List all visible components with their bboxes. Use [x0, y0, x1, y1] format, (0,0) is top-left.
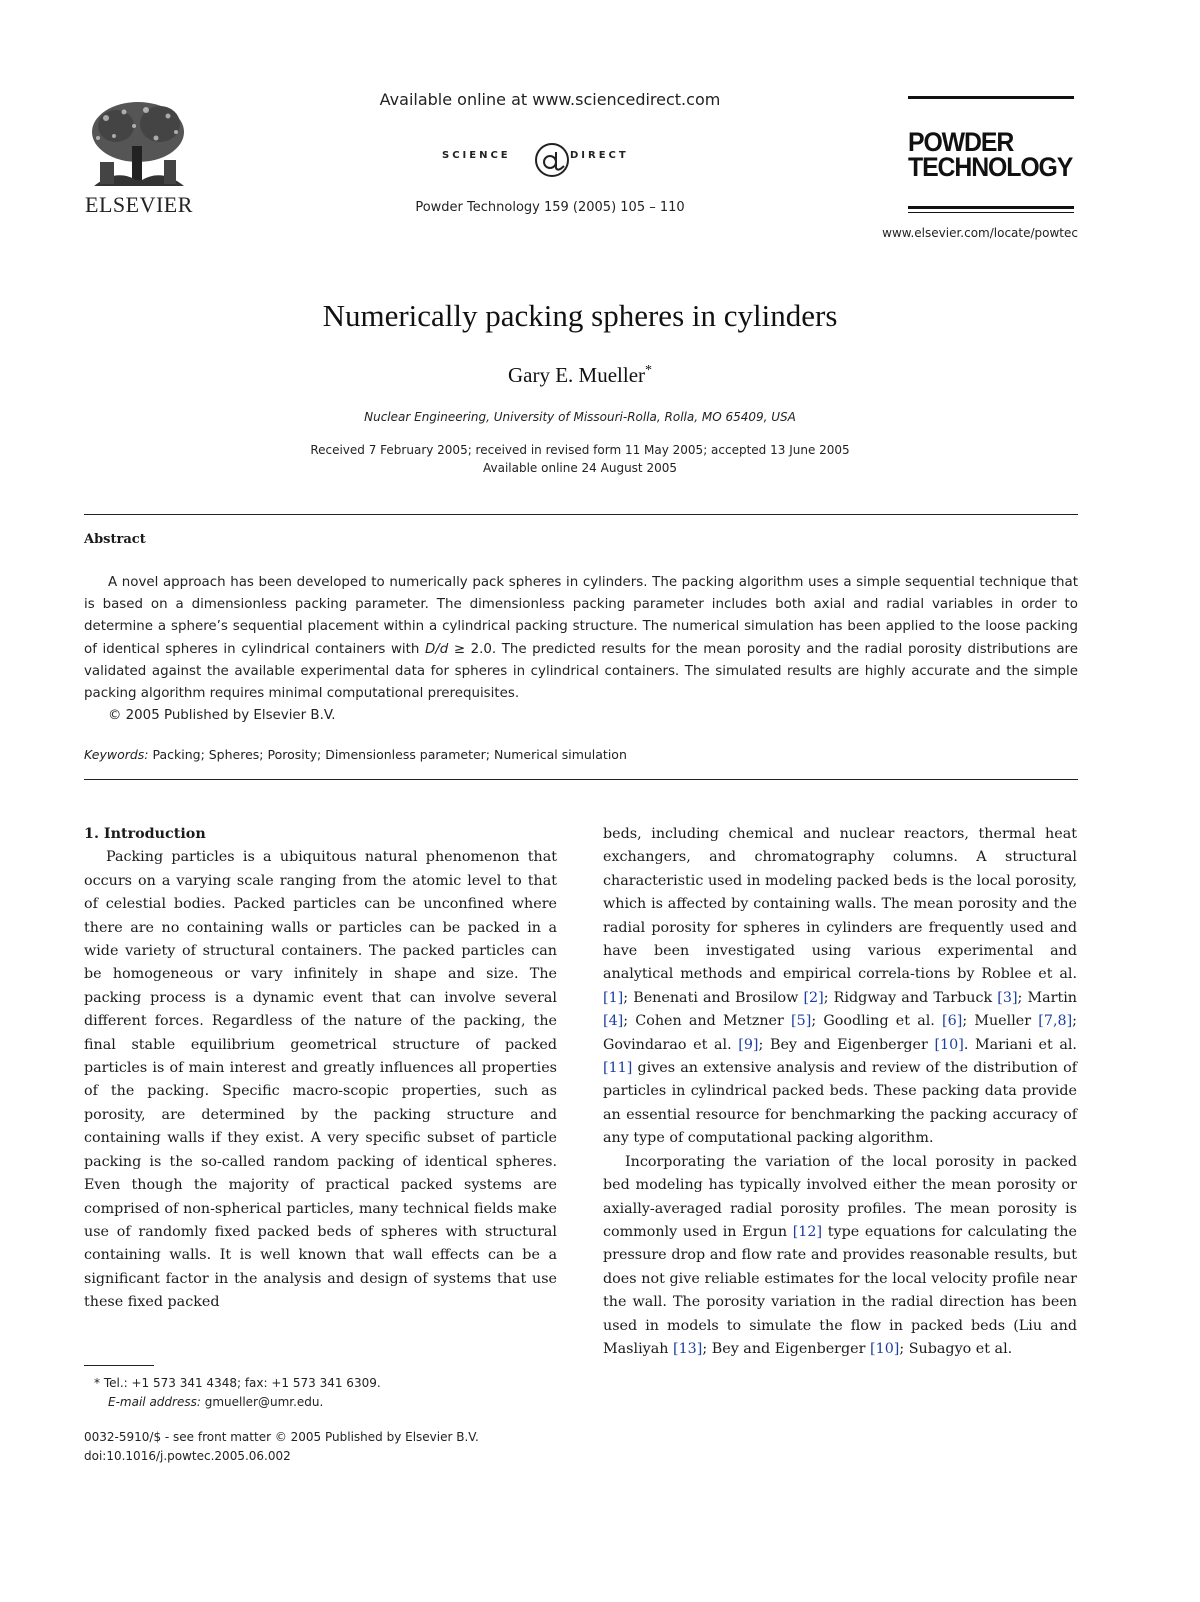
journal-citation: Powder Technology 159 (2005) 105 – 110 — [415, 200, 685, 215]
text-run: beds, including chemical and nuclear reactors, thermal heat exchangers, and chromatography columns. A structural characteristic used in modeling packed beds is the local porosity, which is affected by containing walls. The mean porosity and the radial porosity for spheres in cylinders are frequently used and have been investigated using various experimental and analytical methods and empirical correla-tions by Roblee et al. — [603, 826, 1077, 983]
at-sign-icon — [532, 138, 572, 182]
journal-name — [908, 127, 1073, 182]
text-run: ; Bey and Eigenberger — [702, 1340, 871, 1357]
footnote-email — [84, 1393, 564, 1412]
available-online-link[interactable]: Available online at www.sciencedirect.com — [379, 90, 721, 109]
journal-bottom-rule — [908, 206, 1074, 209]
sd-science-text: SCIENCE — [442, 150, 511, 161]
publisher-name: ELSEVIER — [85, 192, 193, 217]
text-run: ; Bey and Eigenberger — [758, 1036, 935, 1053]
citation-link[interactable]: [11] — [603, 1060, 633, 1077]
author-name: Gary E. Mueller — [507, 363, 646, 387]
citation-link[interactable]: [9] — [738, 1036, 759, 1053]
keywords — [84, 747, 1078, 762]
abstract-text-part2: ≥ 2.0. The predicted results for the mean porosity and the radial porosity distributions are validated against the available experimental data for spheres in cylindrical containers. The simulated results are highly accurate and the simple packing algorithm requires minimal computational prerequisites. — [84, 641, 1078, 702]
sd-direct-text: DIRECT — [570, 150, 629, 161]
issn-line: 0032-5910/$ - see front matter © 2005 Published by Elsevier B.V. — [84, 1430, 479, 1444]
left-column — [84, 823, 557, 1315]
footnote-contact — [84, 1374, 564, 1393]
journal-url-link[interactable]: www.elsevier.com/locate/powtec — [882, 226, 1078, 240]
affiliation: Nuclear Engineering, University of Missouri-Rolla, Rolla, MO 65409, USA — [364, 410, 796, 424]
text-run: . Mariani et al. — [963, 1036, 1077, 1053]
journal-top-rule — [908, 96, 1074, 99]
email-address[interactable]: gmueller@umr.edu. — [200, 1395, 324, 1409]
text-run: ; Martin — [1017, 989, 1078, 1006]
author-line — [0, 363, 1160, 388]
journal-name-line2: TECHNOLOGY — [908, 152, 1073, 182]
text-run: ; Mueller — [962, 1013, 1039, 1030]
right-column — [603, 823, 1077, 1361]
abstract-top-rule — [84, 514, 1078, 515]
text-run: ; Govindarao et al. — [603, 1013, 1077, 1053]
footnote-mark: * — [94, 1376, 100, 1390]
received-dates: Received 7 February 2005; received in revised form 11 May 2005; accepted 13 June 2005 — [310, 443, 850, 457]
doi-line[interactable]: doi:10.1016/j.powtec.2005.06.002 — [84, 1449, 291, 1463]
footnote-contact-text: Tel.: +1 573 341 4348; fax: +1 573 341 6309. — [100, 1376, 381, 1390]
abstract-text — [84, 572, 1078, 705]
keywords-label: Keywords: — [84, 747, 149, 762]
text-run: ; Goodling et al. — [811, 1013, 943, 1030]
citation-link[interactable]: [12] — [792, 1223, 823, 1240]
text-run: Incorporating the variation of the local porosity in packed bed modeling has typically involved either the mean porosity or axially-averaged radial porosity profiles. The mean porosity is commonly used in Ergun — [603, 1153, 1077, 1240]
front-matter — [84, 1428, 584, 1466]
journal-name-line1: POWDER — [908, 127, 1014, 157]
text-run: gives an extensive analysis and review of the distribution of particles in cylindrical packed beds. These packing data provide an essential resource for benchmarking the packing accuracy of any type of computational packing algorithm. — [603, 1060, 1077, 1147]
text-run: ; Benenati and Brosilow — [623, 989, 804, 1006]
citation-link[interactable]: [1] — [603, 989, 624, 1006]
email-label: E-mail address: — [108, 1395, 201, 1409]
citation-link[interactable]: [3] — [997, 989, 1018, 1006]
citation-link[interactable]: [4] — [603, 1013, 624, 1030]
abstract-text-part1: A novel approach has been developed to numerically pack spheres in cylinders. The packing algorithm uses a simple sequential technique that is based on a dimensionless packing parameter. The dimensionless packing parameter includes both axial and radial variables in order to determine a sphere’s sequential placement within a cylindrical packing structure. The numerical simulation has been applied to the loose packing of identical spheres in cylindrical containers with — [84, 575, 1078, 657]
citation-link[interactable]: [2] — [803, 989, 824, 1006]
article-dates — [0, 441, 1160, 477]
available-date: Available online 24 August 2005 — [483, 461, 677, 475]
citation-link[interactable]: [5] — [791, 1013, 812, 1030]
abstract-bottom-rule — [84, 779, 1078, 780]
intro-paragraph-2 — [603, 1151, 1077, 1362]
intro-paragraph-1-continued — [603, 823, 1077, 1151]
text-run: ; Ridgway and Tarbuck — [823, 989, 998, 1006]
citation-link[interactable]: [13] — [673, 1340, 703, 1357]
paper-title: Numerically packing spheres in cylinders — [322, 298, 838, 333]
text-run: ; Subagyo et al. — [899, 1340, 1013, 1357]
citation-link[interactable]: [10] — [870, 1340, 900, 1357]
abstract-copyright: © 2005 Published by Elsevier B.V. — [108, 708, 336, 724]
abstract-body — [84, 572, 1078, 727]
citation-link[interactable]: [6] — [942, 1013, 963, 1030]
journal-bottom-rule-thin — [908, 212, 1074, 213]
section-heading-introduction: 1. Introduction — [84, 826, 206, 842]
citation-link[interactable]: [10] — [934, 1036, 964, 1053]
author-footnote-mark[interactable]: * — [645, 363, 653, 378]
text-run: ; Cohen and Metzner — [623, 1013, 792, 1030]
keywords-list: Packing; Spheres; Porosity; Dimensionless parameter; Numerical simulation — [148, 747, 627, 762]
citation-link[interactable]: [7,8] — [1038, 1013, 1073, 1030]
elsevier-tree-icon — [86, 98, 190, 190]
footnote-rule — [84, 1365, 154, 1366]
intro-paragraph-1: Packing particles is a ubiquitous natural phenomenon that occurs on a varying scale ranging from the atomic level to that of celestial bodies. Packed particles can be unconfined where there are no containing walls or particles can be packed in a wide variety of structural containers. The packed particles can be homogeneous or vary infinitely in shape and size. The packing process is a dynamic event that can involve several different forces. Regardless of the nature of the packing, the final stable equilibrium geometrical structure of packed particles is of main interest and greatly influences all properties of the packing. Specific macro-scopic properties, such as porosity, are determined by the packing structure and containing walls if they exist. A very specific subset of particle packing is the so-called random packing of identical spheres. Even though the majority of practical packed systems are comprised of non-spherical particles, many technical fields make use of randomly fixed packed beds of spheres with structural containing walls. It is well known that wall effects can be a significant factor in the analysis and design of systems that use these fixed packed — [84, 849, 557, 1311]
abstract-heading: Abstract — [84, 532, 146, 547]
text-run: type equations for calculating the pressure drop and flow rate and provides reasonable results, but does not give reliable estimates for the local velocity profile near the wall. The porosity variation in the radial direction has been used in models to simulate the flow in packed beds (Liu and Masliyah — [603, 1223, 1077, 1357]
abstract-math: D/d — [424, 641, 449, 657]
footnote — [84, 1374, 564, 1412]
